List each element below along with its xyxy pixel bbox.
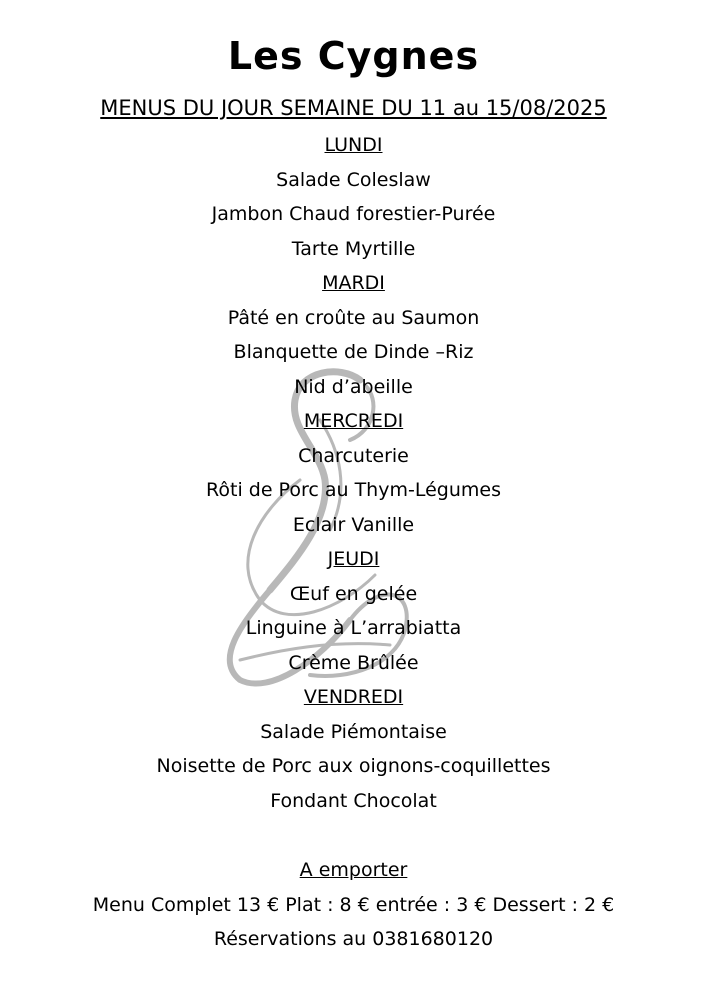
- dish-item: Linguine à L’arrabiatta: [245, 617, 462, 639]
- dish-item: Salade Piémontaise: [260, 721, 447, 743]
- week-title: MENUS DU JOUR SEMAINE DU 11 au 15/08/2025: [100, 96, 607, 120]
- day-heading-mardi: MARDI: [322, 272, 385, 294]
- takeaway-heading: A emporter: [299, 859, 408, 881]
- takeaway-prices: Menu Complet 13 € Plat : 8 € entrée : 3 € Dessert : 2 €: [92, 894, 615, 916]
- day-heading-jeudi: JEUDI: [327, 548, 380, 570]
- dish-item: Pâté en croûte au Saumon: [227, 307, 480, 329]
- day-heading-lundi: LUNDI: [324, 134, 383, 156]
- dish-item: Œuf en gelée: [289, 583, 418, 605]
- dish-item: Salade Coleslaw: [276, 169, 431, 191]
- dish-item: Blanquette de Dinde –Riz: [233, 341, 474, 363]
- dish-item: Jambon Chaud forestier-Purée: [211, 203, 496, 225]
- dish-item: Tarte Myrtille: [291, 238, 416, 260]
- restaurant-name: Les Cygnes: [227, 34, 480, 78]
- dish-item: Rôti de Porc au Thym-Légumes: [206, 479, 501, 501]
- dish-item: Nid d’abeille: [294, 376, 413, 398]
- reservations-phone: Réservations au 0381680120: [213, 928, 494, 950]
- dish-item: Eclair Vanille: [292, 514, 415, 536]
- dish-item: Crème Brûlée: [288, 652, 419, 674]
- day-heading-mercredi: MERCREDI: [303, 410, 404, 432]
- dish-item: Charcuterie: [298, 445, 409, 467]
- dish-item: Fondant Chocolat: [270, 790, 437, 812]
- day-heading-vendredi: VENDREDI: [303, 686, 404, 708]
- dish-item: Noisette de Porc aux oignons-coquillettes: [156, 755, 551, 777]
